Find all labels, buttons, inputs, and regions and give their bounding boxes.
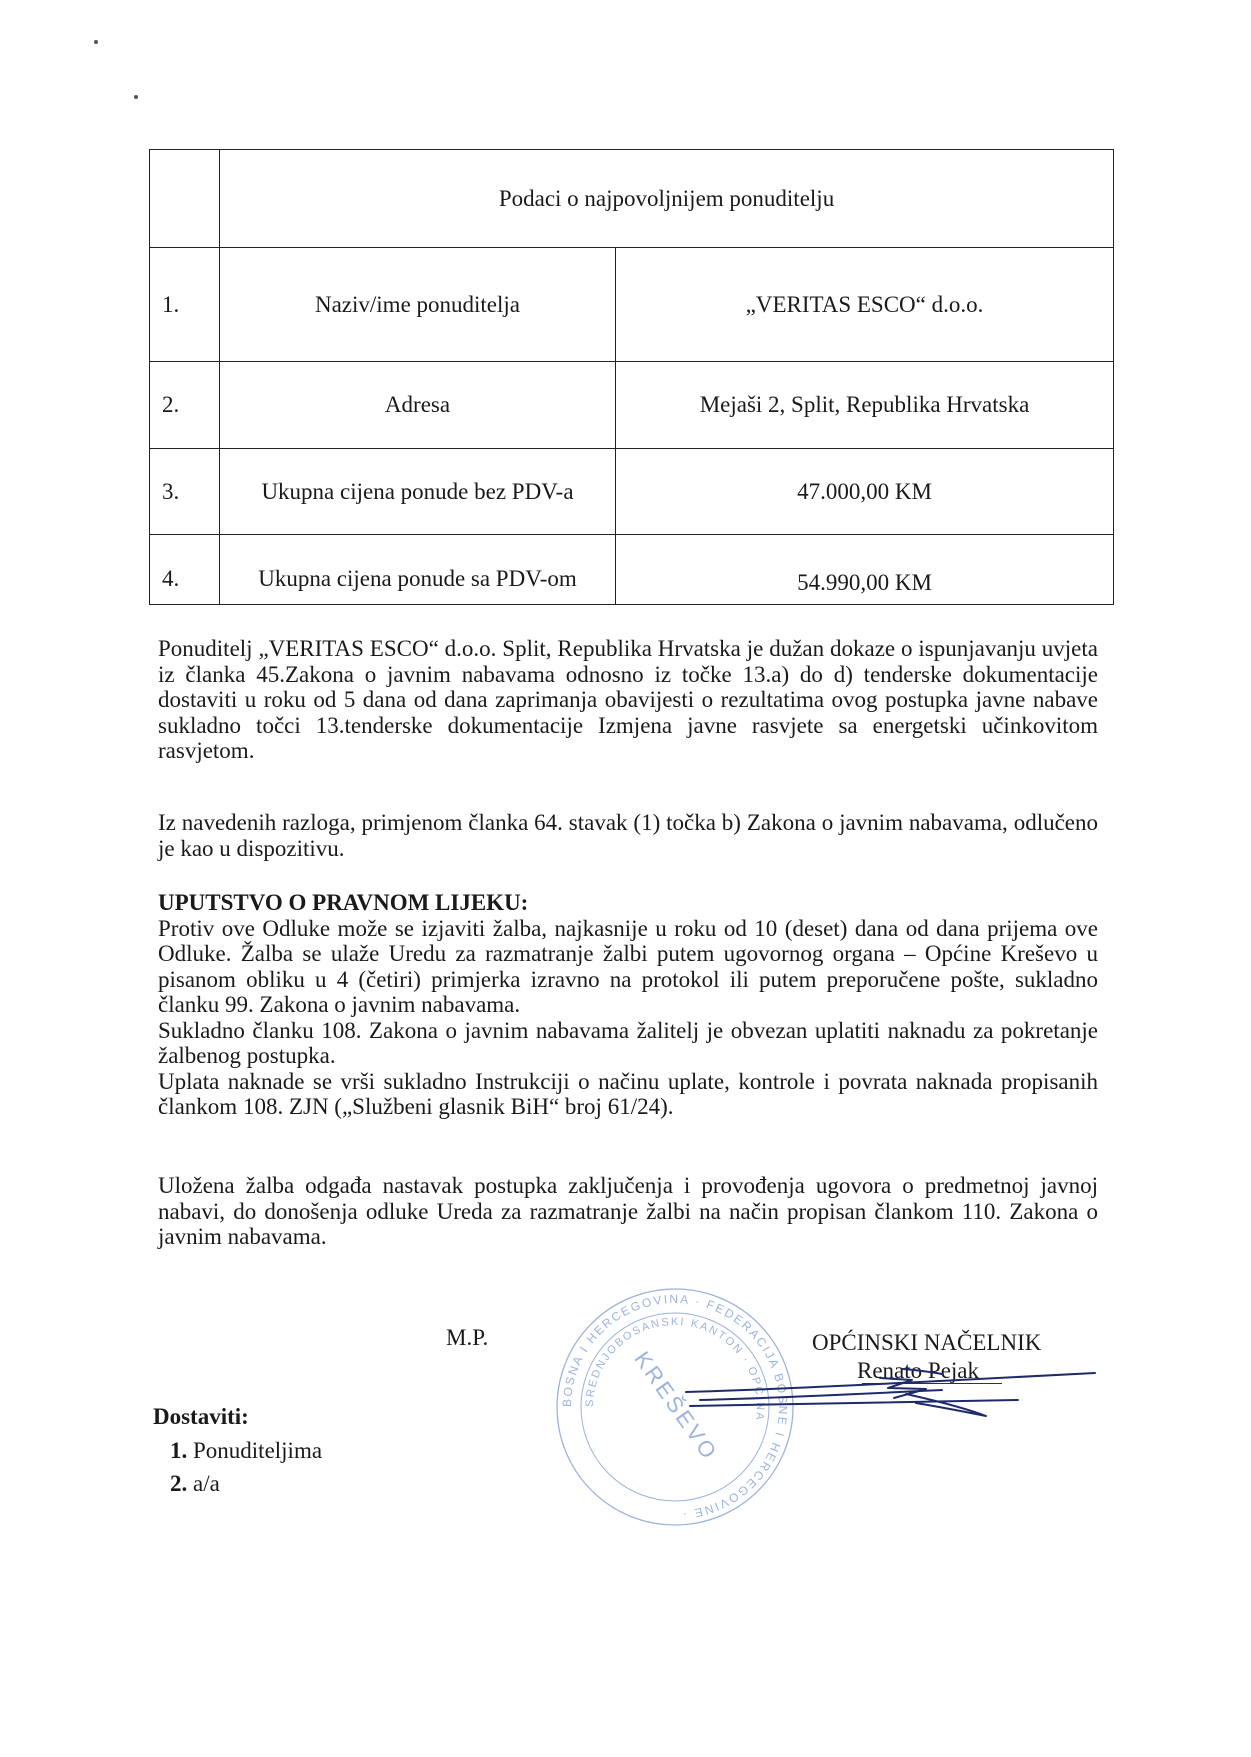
legal-remedy-heading: UPUTSTVO O PRAVNOM LIJEKU: (158, 890, 529, 915)
table-row (150, 449, 1114, 535)
row-number: 2. (150, 362, 220, 449)
list-item: 2. a/a (193, 1467, 322, 1500)
paragraph-text: Uložena žalba odgađa nastavak postupka zaključenja i provođenja ugovora o predmetnoj javnoj nabavi, do donošenja odluke Ureda za razmatranje žalbi na način propisan člankom 110. Zakona o javnim nabavama. (158, 1173, 1098, 1249)
delivery-heading: Dostaviti: (153, 1404, 249, 1429)
table-row (150, 535, 1114, 605)
row-label: Ukupna cijena ponude sa PDV-om (220, 535, 616, 605)
row-label: Ukupna cijena ponude bez PDV-a (220, 449, 616, 535)
handwritten-signature (680, 1360, 1100, 1430)
signatory-name: Renato Pejak (857, 1358, 979, 1383)
reasoning-paragraph (158, 810, 1098, 861)
delivery-list (153, 1434, 322, 1500)
list-item: 1. Ponuditeljima (193, 1434, 322, 1467)
offer-table (149, 149, 1114, 605)
appeal-effect-paragraph (158, 1173, 1098, 1250)
paragraph-text: Ponuditelj „VERITAS ESCO“ d.o.o. Split, Republika Hrvatska je dužan dokaze o ispunjavanju uvjeta iz članka 45.Zakona o javnim nabavama odnosno iz točke 13.a) do d) tenderske dokumentacije dostaviti u roku od 5 dana od dana zaprimanja obavijesti o rezultatima ovog postupka javne nabave sukladno točci 13.tenderske dokumentacije Izmjena javne rasvjete sa energetski učinkovitom rasvjetom. (158, 636, 1098, 763)
legal-remedy-text: Protiv ove Odluke može se izjaviti žalba, najkasnije u roku od 10 (deset) dana od dana prijema ove Odluke. Žalba se ulaže Uredu za razmatranje žalbi putem ugovornog organa – Općine Kreševo u pisanom obliku u 4 (četiri) primjerka izravno na protokol ili putem preporučene pošte, sukladno članku 99. Zakona o javnim nabavama. (158, 915, 1098, 1017)
legal-fee-text: Sukladno članku 108. Zakona o javnim nabavama žalitelj je obvezan uplatiti naknadu za pokretanje žalbenog postupka. (158, 1017, 1098, 1068)
signatory-title: OPĆINSKI NAČELNIK (812, 1330, 1042, 1355)
legal-payment-text: Uplata naknade se vrši sukladno Instrukciji o načinu uplate, kontrole i povrata naknada propisanih člankom 108. ZJN („Službeni glasnik BiH“ broj 61/24). (158, 1068, 1098, 1119)
row-number: 3. (150, 449, 220, 535)
row-label: Naziv/ime ponuditelja (220, 248, 616, 362)
scan-speck (134, 95, 138, 99)
row-value: „VERITAS ESCO“ d.o.o. (616, 248, 1114, 362)
delivery-list-section (153, 1404, 322, 1500)
table-row (150, 248, 1114, 362)
row-value: 47.000,00 KM (616, 449, 1114, 535)
row-number: 1. (150, 248, 220, 362)
supplier-obligation-paragraph (158, 636, 1098, 764)
stamp-outer-text: BOSNA I HERCEGOVINA · FEDERACIJA BOSNE I HERCEGOVINE · (559, 1291, 791, 1522)
legal-remedy-section (158, 890, 1098, 1120)
table-row (150, 362, 1114, 449)
stamp-inner-text: SREDNJOBOSANSKI KANTON · OPĆINA (583, 1315, 767, 1423)
stamp-center-text: KREŠEVO (629, 1346, 723, 1466)
row-label: Adresa (220, 362, 616, 449)
table-header-row (150, 150, 1114, 248)
table-corner-cell (150, 150, 220, 248)
scan-speck (94, 40, 98, 44)
row-value: 54.990,00 KM (616, 535, 1114, 605)
paragraph-text: Iz navedenih razloga, primjenom članka 64. stavak (1) točka b) Zakona o javnim nabavama, odlučeno je kao u dispozitivu. (158, 810, 1098, 861)
stamp-place-label: M.P. (446, 1325, 489, 1350)
row-value: Mejaši 2, Split, Republika Hrvatska (616, 362, 1114, 449)
table-header: Podaci o najpovoljnijem ponuditelju (220, 150, 1114, 248)
row-number: 4. (150, 535, 220, 605)
